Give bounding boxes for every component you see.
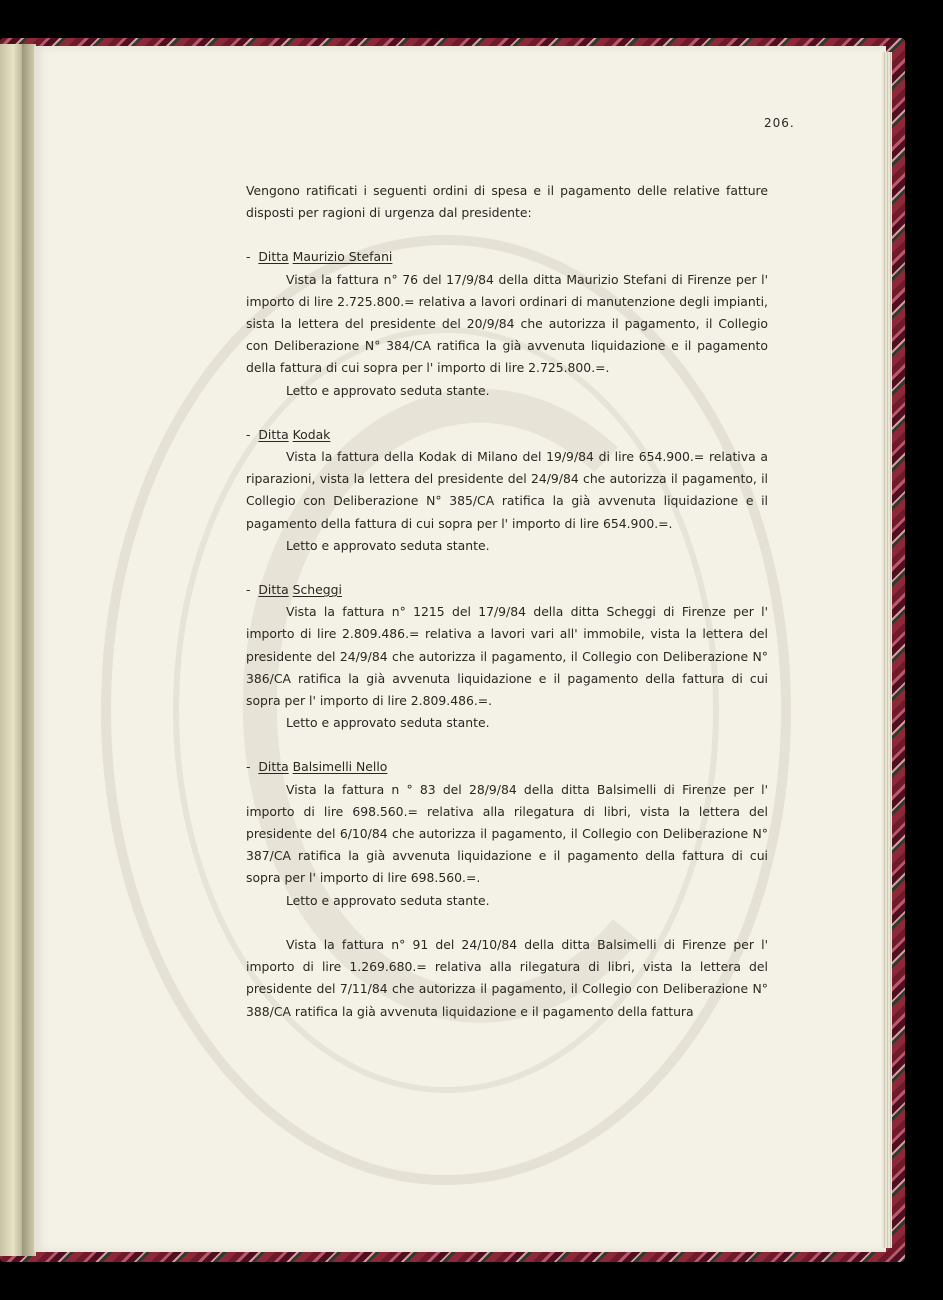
- heading-name: Balsimelli Nello: [292, 759, 388, 775]
- section-body: Vista la fattura n° 1215 del 17/9/84 della ditta Scheggi di Firenze per l' importo di lire 2.809.486.= relativa a lavori vari all' immobile, vista la lettera del presidente del 24/9/84 che autorizza il pagamento, il Collegio con Deliberazione N° 386/CA ratifica la già avvenuta liquidazione e il pagamento della fattura di cui sopra per l' importo di lire 2.809.486.=.: [246, 604, 768, 709]
- heading-prefix: Ditta: [258, 582, 289, 598]
- section-balsimelli-nello: [246, 756, 768, 911]
- section-heading: [246, 246, 768, 268]
- section-maurizio-stefani: [246, 246, 768, 401]
- approved-note: Letto e approvato seduta stante.: [286, 715, 490, 731]
- final-paragraph: Vista la fattura n° 91 del 24/10/84 della ditta Balsimelli di Firenze per l' importo di lire 1.269.680.= relativa alla rilegatura di libri, vista la lettera del presidente del 7/11/84 che autorizza il pagamento, il Collegio con Deliberazione N° 388/CA ratifica la già avvenuta liquidazione e il pagamento della fattura: [246, 936, 768, 1019]
- heading-prefix: Ditta: [258, 426, 289, 442]
- heading-dash: -: [246, 582, 251, 598]
- heading-name: Kodak: [292, 426, 331, 442]
- paragraph-gap: [246, 912, 768, 934]
- section-heading: [246, 579, 768, 601]
- page-number: 206.: [764, 116, 795, 130]
- heading-dash: -: [246, 249, 251, 265]
- approved-note: Letto e approvato seduta stante.: [286, 382, 490, 398]
- intro-paragraph: Vengono ratificati i seguenti ordini di spesa e il pagamento delle relative fatture disposti per ragioni di urgenza dal presidente:: [246, 183, 768, 221]
- heading-name: Scheggi: [292, 582, 342, 598]
- page-stack-edge: [882, 52, 892, 1248]
- heading-prefix: Ditta: [258, 759, 289, 775]
- section-kodak: [246, 424, 768, 557]
- heading-prefix: Ditta: [258, 249, 289, 265]
- approved-note: Letto e approvato seduta stante.: [286, 537, 490, 553]
- heading-dash: -: [246, 426, 251, 442]
- section-heading: [246, 424, 768, 446]
- heading-dash: -: [246, 759, 251, 775]
- section-body: Vista la fattura n ° 83 del 28/9/84 della ditta Balsimelli di Firenze per l' importo di lire 698.560.= relativa alla rilegatura di libri, vista la lettera del presidente del 6/10/84 che autorizza il pagamento, il Collegio con Deliberazione N° 387/CA ratifica la già avvenuta liquidazione e il pagamento della fattura di cui sopra per l' importo di lire 698.560.=.: [246, 781, 768, 886]
- section-scheggi: [246, 579, 768, 734]
- document-body: [246, 180, 768, 1023]
- section-body: Vista la fattura della Kodak di Milano del 19/9/84 di lire 654.900.= relativa a riparazioni, vista la lettera del presidente del 24/9/84 che autorizza il pagamento, il Collegio con Deliberazione N° 385/CA ratifica la già avvenuta liquidazione e il pagamento della fattura di cui sopra per l' importo di lire 654.900.=.: [246, 449, 768, 531]
- heading-name: Maurizio Stefani: [292, 249, 393, 265]
- approved-note: Letto e approvato seduta stante.: [286, 892, 490, 908]
- section-heading: [246, 756, 768, 778]
- left-page-edge: [0, 44, 22, 1256]
- section-body: Vista la fattura n° 76 del 17/9/84 della ditta Maurizio Stefani di Firenze per l' importo di lire 2.725.800.= relativa a lavori ordinari di manutenzione degli impianti, sista la lettera del presidente del 20/9/84 che autorizza il pagamento, il Collegio con Deliberazione N° 384/CA ratifica la già avvenuta liquidazione e il pagamento della fattura di cui sopra per l' importo di lire 2.725.800.=.: [246, 271, 768, 376]
